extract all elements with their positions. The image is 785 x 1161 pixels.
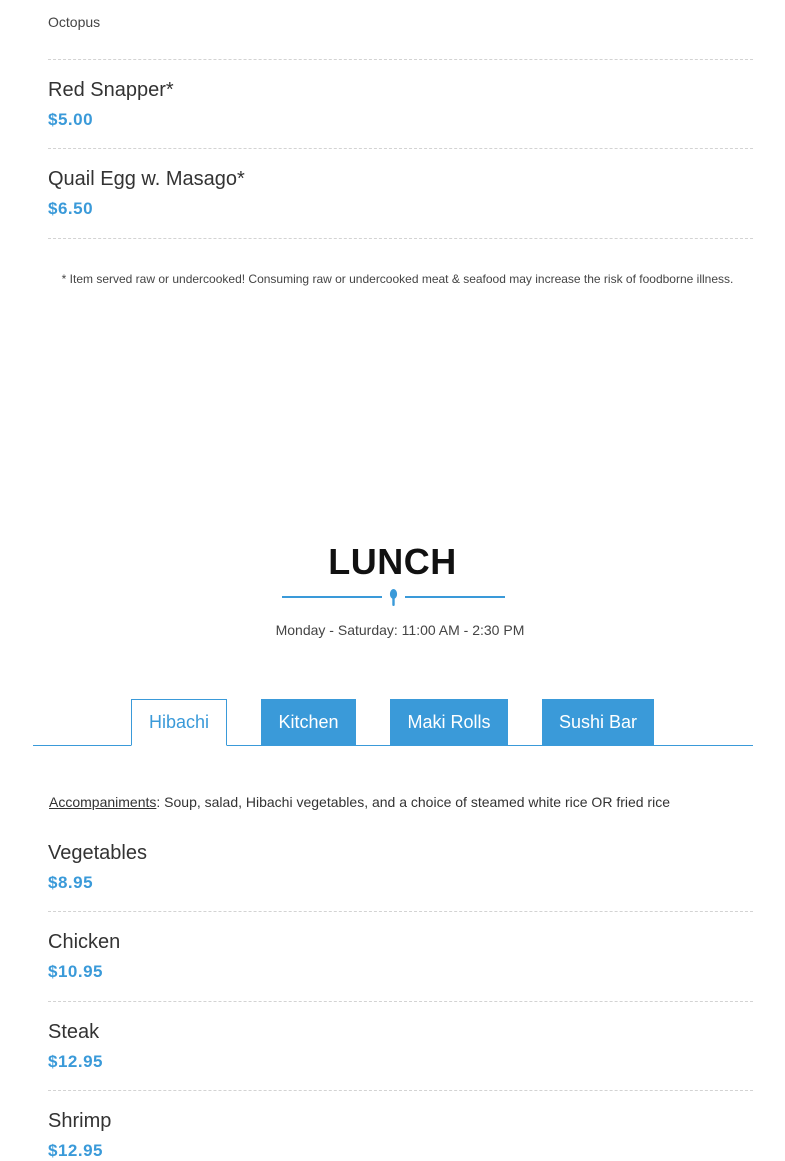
- item-price: $12.95: [48, 1052, 103, 1071]
- item-name: Chicken: [48, 931, 121, 953]
- menu-item: [48, 930, 753, 982]
- item-price: $5.00: [48, 110, 94, 129]
- spoon-icon: [390, 589, 397, 606]
- item-name: Vegetables: [48, 842, 147, 864]
- item-divider: [48, 1001, 753, 1002]
- item-price: $6.50: [48, 199, 94, 218]
- menu-item: [48, 1020, 753, 1072]
- item-price: $8.95: [48, 873, 94, 892]
- item-divider: [48, 1090, 753, 1091]
- item-divider: [48, 59, 753, 60]
- lunch-hours: Monday - Saturday: 11:00 AM - 2:30 PM: [275, 622, 525, 638]
- item-description: Octopus: [48, 14, 101, 30]
- tab-hibachi[interactable]: Hibachi: [131, 699, 227, 746]
- raw-food-disclaimer: * Item served raw or undercooked! Consuming raw or undercooked meat & seafood may increase the risk of foodborne illness.: [61, 272, 734, 286]
- title-divider: [282, 588, 505, 608]
- menu-item: [48, 841, 753, 893]
- item-divider: [48, 911, 753, 912]
- menu-item: [48, 167, 753, 219]
- tab-sushi-bar[interactable]: Sushi Bar: [542, 699, 654, 745]
- tab-kitchen[interactable]: Kitchen: [261, 699, 356, 745]
- item-divider: [48, 238, 753, 239]
- tab-maki-rolls[interactable]: Maki Rolls: [390, 699, 508, 745]
- menu-item: [48, 78, 753, 130]
- item-name: Shrimp: [48, 1110, 112, 1132]
- item-name: Steak: [48, 1021, 100, 1043]
- menu-item: [48, 1109, 753, 1161]
- item-name: Red Snapper*: [48, 79, 174, 101]
- item-price: $12.95: [48, 1141, 103, 1160]
- item-price: $10.95: [48, 962, 103, 981]
- accompaniments-note: [49, 794, 670, 810]
- accompaniments-text: : Soup, salad, Hibachi vegetables, and a choice of steamed white rice OR fried rice: [156, 794, 670, 810]
- item-divider: [48, 148, 753, 149]
- section-title: LUNCH: [328, 541, 457, 582]
- item-name: Quail Egg w. Masago*: [48, 168, 245, 190]
- accompaniments-label: Accompaniments: [49, 794, 157, 810]
